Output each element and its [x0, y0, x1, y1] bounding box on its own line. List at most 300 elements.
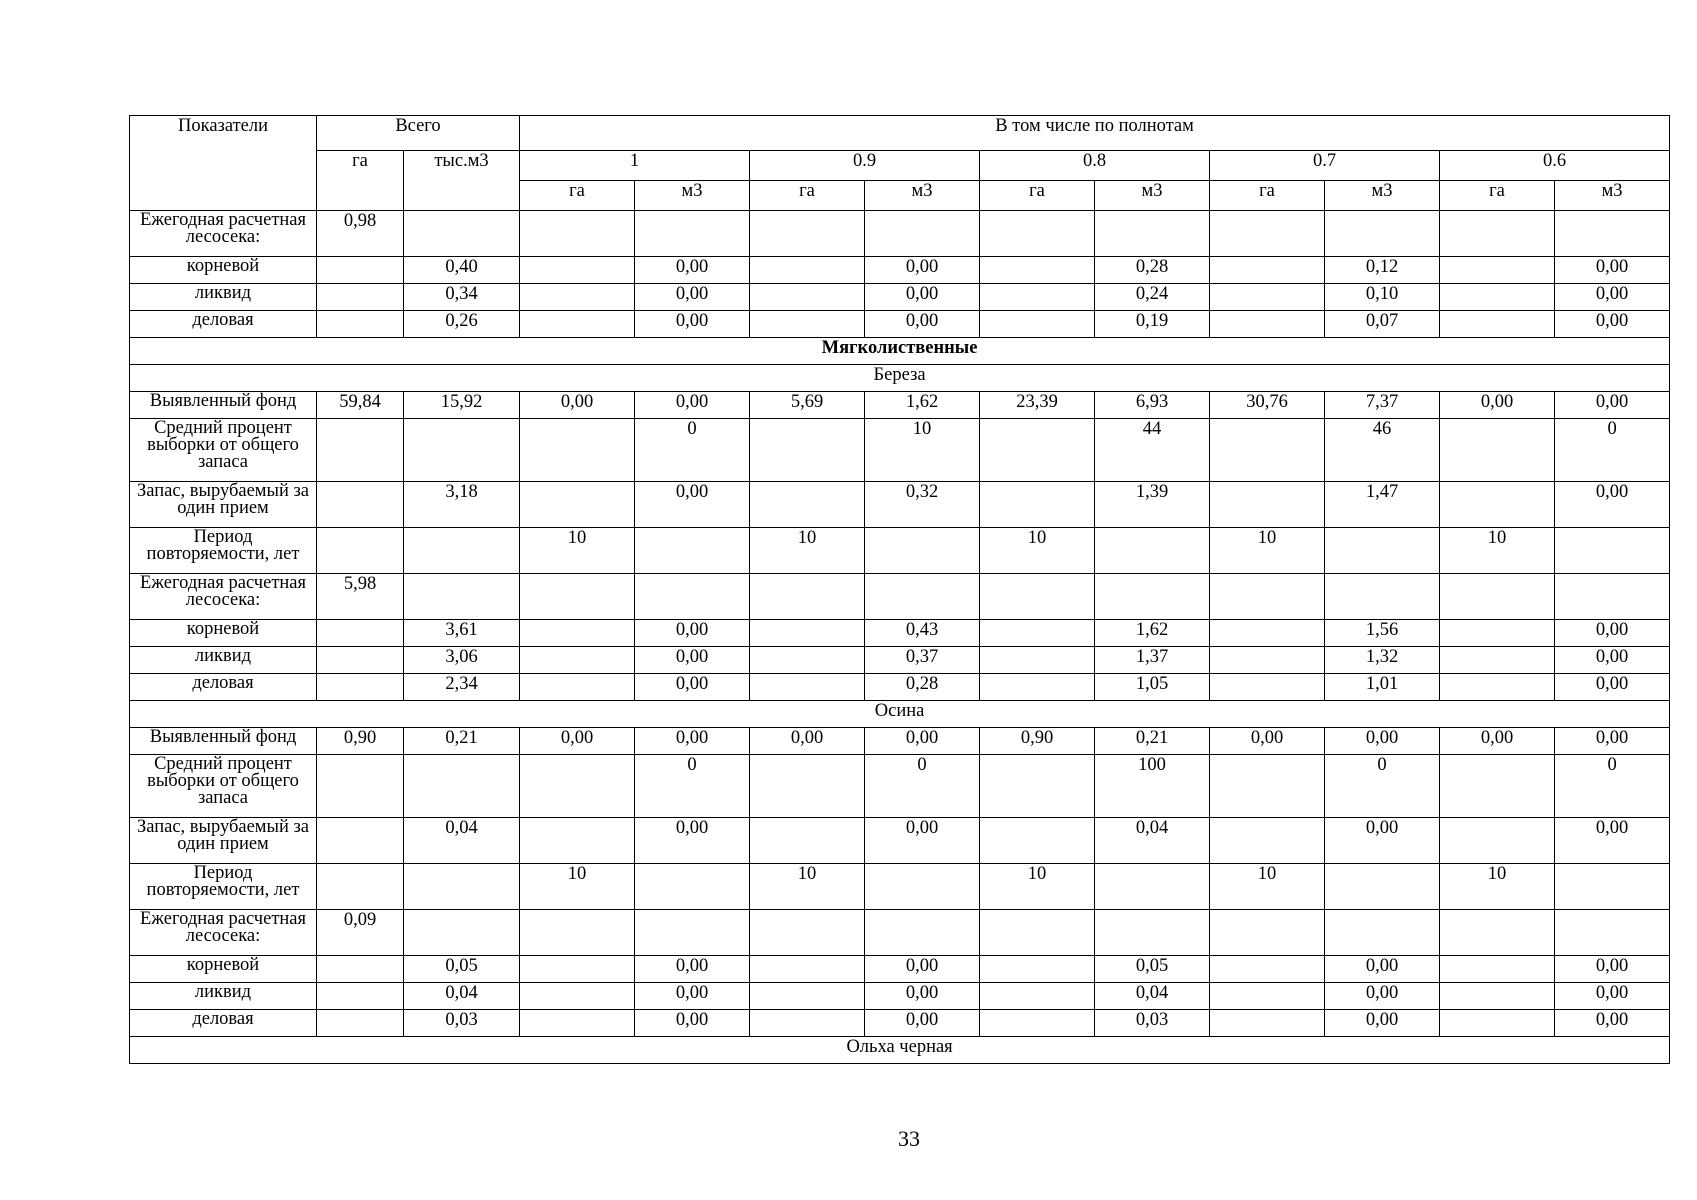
density-ha-cell: 0,00 [750, 728, 865, 755]
table-row [130, 674, 1670, 701]
density-ha-cell [750, 956, 865, 983]
density-ha-cell [980, 910, 1095, 956]
header-density-0-9: 0.9 [750, 151, 980, 181]
density-ha-cell [750, 257, 865, 284]
density-ha-cell [1440, 574, 1555, 620]
row-label: Запас, вырубаемый за один прием [130, 818, 317, 864]
density-ha-cell [1210, 1010, 1325, 1037]
density-m3-cell: 0,00 [1555, 392, 1670, 419]
density-m3-cell [1095, 574, 1210, 620]
density-m3-cell: 0,00 [865, 956, 980, 983]
table-row [130, 728, 1670, 755]
density-ha-cell [520, 311, 635, 338]
row-label: Ежегодная расчетная лесосека: [130, 574, 317, 620]
density-m3-cell: 0,00 [1325, 728, 1440, 755]
density-m3-cell: 0,32 [865, 482, 980, 528]
density-ha-cell: 30,76 [1210, 392, 1325, 419]
section-row [130, 1037, 1670, 1064]
density-ha-cell: 10 [1210, 864, 1325, 910]
density-ha-cell [1210, 284, 1325, 311]
total-ha-cell: 0,90 [317, 728, 404, 755]
density-m3-cell [1555, 211, 1670, 257]
density-ha-cell: 5,69 [750, 392, 865, 419]
total-ha-cell [317, 818, 404, 864]
density-m3-cell: 0,24 [1095, 284, 1210, 311]
density-m3-cell [1325, 528, 1440, 574]
density-ha-cell [1440, 674, 1555, 701]
header-unit-ha: га [1210, 181, 1325, 211]
density-m3-cell: 0,00 [865, 818, 980, 864]
total-ha-cell [317, 528, 404, 574]
density-ha-cell [1440, 482, 1555, 528]
density-m3-cell: 0,00 [635, 482, 750, 528]
page-number: 33 [898, 1126, 920, 1151]
density-ha-cell: 10 [1440, 864, 1555, 910]
density-m3-cell [635, 910, 750, 956]
density-ha-cell [1210, 419, 1325, 482]
density-ha-cell [980, 674, 1095, 701]
density-ha-cell [1440, 211, 1555, 257]
density-ha-cell [750, 674, 865, 701]
density-ha-cell [1440, 284, 1555, 311]
row-label: ликвид [130, 647, 317, 674]
density-m3-cell: 0,00 [1555, 620, 1670, 647]
header-row-2 [130, 151, 1670, 181]
density-ha-cell [750, 419, 865, 482]
density-m3-cell: 0,00 [865, 284, 980, 311]
density-m3-cell: 1,47 [1325, 482, 1440, 528]
density-m3-cell: 0,03 [1095, 1010, 1210, 1037]
total-ha-cell [317, 755, 404, 818]
density-ha-cell: 0,90 [980, 728, 1095, 755]
header-unit-m3: м3 [635, 181, 750, 211]
density-ha-cell [520, 211, 635, 257]
density-m3-cell [635, 574, 750, 620]
density-m3-cell: 0,19 [1095, 311, 1210, 338]
density-m3-cell [1555, 910, 1670, 956]
table-row [130, 818, 1670, 864]
density-m3-cell: 1,05 [1095, 674, 1210, 701]
total-m3-cell [404, 419, 520, 482]
total-ha-cell: 0,09 [317, 910, 404, 956]
header-row-1 [130, 116, 1670, 151]
density-ha-cell [980, 755, 1095, 818]
density-ha-cell [1210, 211, 1325, 257]
density-ha-cell [980, 419, 1095, 482]
total-ha-cell [317, 482, 404, 528]
total-m3-cell [404, 528, 520, 574]
density-m3-cell: 6,93 [1095, 392, 1210, 419]
section-title: Осина [130, 701, 1670, 728]
total-ha-cell [317, 674, 404, 701]
density-ha-cell [520, 647, 635, 674]
header-unit-m3: м3 [1325, 181, 1440, 211]
density-ha-cell [980, 574, 1095, 620]
density-m3-cell: 1,56 [1325, 620, 1440, 647]
density-ha-cell [750, 211, 865, 257]
section-row [130, 365, 1670, 392]
density-m3-cell: 1,37 [1095, 647, 1210, 674]
section-title: Ольха черная [130, 1037, 1670, 1064]
density-ha-cell [520, 910, 635, 956]
density-m3-cell: 0,00 [1325, 983, 1440, 1010]
density-m3-cell: 100 [1095, 755, 1210, 818]
density-m3-cell [865, 528, 980, 574]
density-m3-cell: 0,21 [1095, 728, 1210, 755]
density-ha-cell [520, 956, 635, 983]
header-unit-ha: га [1440, 181, 1555, 211]
density-m3-cell: 0,04 [1095, 983, 1210, 1010]
total-ha-cell [317, 284, 404, 311]
density-m3-cell: 0,00 [1555, 482, 1670, 528]
total-ha-cell [317, 956, 404, 983]
total-ha-cell [317, 647, 404, 674]
density-m3-cell: 0,00 [865, 257, 980, 284]
density-m3-cell: 0,00 [635, 257, 750, 284]
header-density-0-8: 0.8 [980, 151, 1210, 181]
density-m3-cell [1325, 864, 1440, 910]
density-m3-cell: 0,00 [1325, 818, 1440, 864]
density-m3-cell: 0,00 [1555, 956, 1670, 983]
density-m3-cell [1095, 528, 1210, 574]
total-ha-cell [317, 1010, 404, 1037]
total-m3-cell: 15,92 [404, 392, 520, 419]
table-row [130, 311, 1670, 338]
density-ha-cell [750, 1010, 865, 1037]
density-m3-cell [1555, 574, 1670, 620]
header-unit-ha: га [750, 181, 865, 211]
density-ha-cell [980, 211, 1095, 257]
density-m3-cell: 46 [1325, 419, 1440, 482]
row-label: Ежегодная расчетная лесосека: [130, 910, 317, 956]
density-ha-cell [750, 818, 865, 864]
density-ha-cell [980, 257, 1095, 284]
section-title: Береза [130, 365, 1670, 392]
density-ha-cell [750, 983, 865, 1010]
table-body [130, 211, 1670, 1064]
table-row [130, 956, 1670, 983]
density-ha-cell [750, 620, 865, 647]
density-ha-cell: 10 [520, 864, 635, 910]
total-m3-cell: 0,26 [404, 311, 520, 338]
table-row [130, 910, 1670, 956]
table-row [130, 211, 1670, 257]
density-ha-cell [1210, 956, 1325, 983]
section-row [130, 701, 1670, 728]
row-label: ликвид [130, 983, 317, 1010]
density-ha-cell [520, 1010, 635, 1037]
density-ha-cell [520, 574, 635, 620]
row-label: Ежегодная расчетная лесосека: [130, 211, 317, 257]
total-m3-cell: 0,05 [404, 956, 520, 983]
density-ha-cell [750, 755, 865, 818]
total-m3-cell [404, 910, 520, 956]
density-m3-cell: 0,00 [635, 818, 750, 864]
density-ha-cell [1210, 574, 1325, 620]
header-indicators: Показатели [130, 116, 317, 211]
density-ha-cell [520, 257, 635, 284]
row-label: деловая [130, 674, 317, 701]
density-ha-cell [1440, 956, 1555, 983]
density-ha-cell [750, 311, 865, 338]
density-ha-cell [1440, 983, 1555, 1010]
density-m3-cell: 0,05 [1095, 956, 1210, 983]
density-m3-cell: 0,00 [865, 311, 980, 338]
density-ha-cell [1210, 647, 1325, 674]
total-ha-cell [317, 311, 404, 338]
row-label: Выявленный фонд [130, 392, 317, 419]
section-title: Мягколиственные [130, 338, 1670, 365]
density-ha-cell [520, 818, 635, 864]
density-ha-cell [750, 284, 865, 311]
density-ha-cell [1210, 311, 1325, 338]
density-ha-cell [750, 647, 865, 674]
total-m3-cell [404, 211, 520, 257]
density-m3-cell: 1,01 [1325, 674, 1440, 701]
density-m3-cell: 1,62 [1095, 620, 1210, 647]
row-label: корневой [130, 257, 317, 284]
table-row [130, 755, 1670, 818]
density-ha-cell [520, 284, 635, 311]
header-unit-ha: га [980, 181, 1095, 211]
table-row [130, 1010, 1670, 1037]
header-density-1: 1 [520, 151, 750, 181]
density-ha-cell: 10 [980, 528, 1095, 574]
density-m3-cell: 1,62 [865, 392, 980, 419]
table-row [130, 284, 1670, 311]
row-label: Выявленный фонд [130, 728, 317, 755]
total-ha-cell [317, 419, 404, 482]
density-ha-cell [1210, 674, 1325, 701]
density-m3-cell: 0,00 [635, 392, 750, 419]
density-m3-cell [1555, 864, 1670, 910]
row-label: Запас, вырубаемый за один прием [130, 482, 317, 528]
density-ha-cell [1210, 910, 1325, 956]
density-ha-cell [1210, 983, 1325, 1010]
density-ha-cell [1440, 257, 1555, 284]
density-ha-cell [520, 755, 635, 818]
total-m3-cell: 0,40 [404, 257, 520, 284]
density-m3-cell: 0,00 [635, 983, 750, 1010]
density-m3-cell: 0,04 [1095, 818, 1210, 864]
density-ha-cell [520, 620, 635, 647]
density-ha-cell [520, 482, 635, 528]
density-m3-cell: 0,10 [1325, 284, 1440, 311]
density-ha-cell [1440, 419, 1555, 482]
forest-harvest-table [129, 115, 1670, 1064]
density-m3-cell: 0,00 [635, 956, 750, 983]
density-m3-cell: 0,37 [865, 647, 980, 674]
total-ha-cell: 0,98 [317, 211, 404, 257]
density-ha-cell [1440, 311, 1555, 338]
density-m3-cell: 0,00 [635, 620, 750, 647]
table-row [130, 392, 1670, 419]
density-m3-cell: 0 [1555, 755, 1670, 818]
density-ha-cell [980, 983, 1095, 1010]
density-m3-cell: 0,28 [1095, 257, 1210, 284]
density-m3-cell: 0,12 [1325, 257, 1440, 284]
total-m3-cell: 3,06 [404, 647, 520, 674]
table-row [130, 620, 1670, 647]
density-m3-cell: 0,00 [1555, 284, 1670, 311]
density-ha-cell [1440, 620, 1555, 647]
row-label: Средний процент выборки от общего запаса [130, 755, 317, 818]
total-m3-cell: 0,03 [404, 1010, 520, 1037]
density-ha-cell: 0,00 [1210, 728, 1325, 755]
density-ha-cell [750, 574, 865, 620]
table-row [130, 574, 1670, 620]
density-ha-cell [1440, 647, 1555, 674]
header-total-thousand-m3: тыс.м3 [404, 151, 520, 211]
density-ha-cell: 23,39 [980, 392, 1095, 419]
density-ha-cell [1210, 620, 1325, 647]
density-ha-cell: 0,00 [1440, 392, 1555, 419]
density-m3-cell: 0,28 [865, 674, 980, 701]
density-m3-cell: 0,00 [1555, 1010, 1670, 1037]
density-ha-cell [750, 482, 865, 528]
density-m3-cell [865, 211, 980, 257]
header-unit-m3: м3 [1095, 181, 1210, 211]
total-m3-cell: 0,04 [404, 818, 520, 864]
density-m3-cell: 0,00 [635, 674, 750, 701]
density-ha-cell [1210, 818, 1325, 864]
density-m3-cell [1325, 211, 1440, 257]
density-ha-cell [1440, 755, 1555, 818]
density-m3-cell: 0,00 [1555, 818, 1670, 864]
density-m3-cell: 10 [865, 419, 980, 482]
density-ha-cell [1210, 482, 1325, 528]
density-m3-cell: 0,00 [1555, 257, 1670, 284]
total-ha-cell [317, 257, 404, 284]
density-ha-cell: 0,00 [520, 728, 635, 755]
density-m3-cell: 0,00 [865, 1010, 980, 1037]
density-m3-cell: 0,00 [1555, 983, 1670, 1010]
total-m3-cell: 0,34 [404, 284, 520, 311]
density-m3-cell: 0,00 [635, 284, 750, 311]
density-m3-cell: 0,00 [865, 728, 980, 755]
density-m3-cell: 0,00 [1555, 647, 1670, 674]
total-m3-cell [404, 574, 520, 620]
total-m3-cell [404, 864, 520, 910]
row-label: ликвид [130, 284, 317, 311]
table-row [130, 419, 1670, 482]
density-m3-cell [1095, 211, 1210, 257]
density-ha-cell [980, 311, 1095, 338]
row-label: корневой [130, 956, 317, 983]
density-ha-cell [1440, 910, 1555, 956]
table-row [130, 864, 1670, 910]
density-m3-cell: 0,00 [635, 311, 750, 338]
density-m3-cell: 7,37 [1325, 392, 1440, 419]
table-row [130, 983, 1670, 1010]
density-ha-cell [980, 818, 1095, 864]
density-m3-cell [865, 574, 980, 620]
header-total: Всего [317, 116, 520, 151]
density-m3-cell: 0,00 [1555, 311, 1670, 338]
total-m3-cell: 3,61 [404, 620, 520, 647]
header-unit-m3: м3 [1555, 181, 1670, 211]
density-ha-cell: 10 [520, 528, 635, 574]
density-m3-cell: 0,00 [1325, 1010, 1440, 1037]
density-m3-cell: 0 [1555, 419, 1670, 482]
density-ha-cell [750, 910, 865, 956]
density-ha-cell [1210, 257, 1325, 284]
density-m3-cell: 0,00 [635, 647, 750, 674]
row-label: Период повторяемости, лет [130, 528, 317, 574]
total-ha-cell: 59,84 [317, 392, 404, 419]
section-row [130, 338, 1670, 365]
table-row [130, 482, 1670, 528]
header-by-density: В том числе по полнотам [520, 116, 1670, 151]
total-m3-cell: 0,21 [404, 728, 520, 755]
row-label: Средний процент выборки от общего запаса [130, 419, 317, 482]
density-m3-cell: 0,00 [1325, 956, 1440, 983]
row-label: деловая [130, 311, 317, 338]
density-m3-cell: 1,39 [1095, 482, 1210, 528]
density-m3-cell: 0 [635, 419, 750, 482]
total-m3-cell: 3,18 [404, 482, 520, 528]
total-ha-cell [317, 983, 404, 1010]
density-ha-cell: 0,00 [520, 392, 635, 419]
density-m3-cell: 0,00 [1555, 728, 1670, 755]
density-m3-cell: 0,00 [865, 983, 980, 1010]
total-ha-cell [317, 620, 404, 647]
density-m3-cell [865, 864, 980, 910]
density-ha-cell: 10 [1210, 528, 1325, 574]
density-m3-cell: 0,43 [865, 620, 980, 647]
density-ha-cell [980, 482, 1095, 528]
row-label: Период повторяемости, лет [130, 864, 317, 910]
density-m3-cell: 0 [635, 755, 750, 818]
density-ha-cell [980, 620, 1095, 647]
density-m3-cell: 44 [1095, 419, 1210, 482]
density-m3-cell [865, 910, 980, 956]
density-m3-cell [1095, 864, 1210, 910]
header-unit-m3: м3 [865, 181, 980, 211]
header-unit-ha: га [520, 181, 635, 211]
density-ha-cell [980, 956, 1095, 983]
table-row [130, 528, 1670, 574]
row-label: деловая [130, 1010, 317, 1037]
total-m3-cell: 2,34 [404, 674, 520, 701]
density-ha-cell [980, 1010, 1095, 1037]
density-ha-cell [520, 419, 635, 482]
density-m3-cell [1325, 574, 1440, 620]
density-ha-cell: 10 [750, 528, 865, 574]
density-ha-cell: 10 [980, 864, 1095, 910]
total-ha-cell: 5,98 [317, 574, 404, 620]
density-m3-cell: 0,07 [1325, 311, 1440, 338]
density-ha-cell [520, 674, 635, 701]
density-m3-cell [1555, 528, 1670, 574]
density-m3-cell [1095, 910, 1210, 956]
density-m3-cell: 1,32 [1325, 647, 1440, 674]
density-ha-cell: 0,00 [1440, 728, 1555, 755]
density-m3-cell: 0 [1325, 755, 1440, 818]
density-m3-cell: 0 [865, 755, 980, 818]
header-total-ha: га [317, 151, 404, 211]
header-density-0-7: 0.7 [1210, 151, 1440, 181]
table-row [130, 647, 1670, 674]
total-m3-cell: 0,04 [404, 983, 520, 1010]
density-ha-cell [980, 284, 1095, 311]
density-m3-cell [635, 528, 750, 574]
total-m3-cell [404, 755, 520, 818]
density-ha-cell [980, 647, 1095, 674]
density-m3-cell [635, 211, 750, 257]
density-m3-cell: 0,00 [635, 728, 750, 755]
density-ha-cell [1440, 1010, 1555, 1037]
